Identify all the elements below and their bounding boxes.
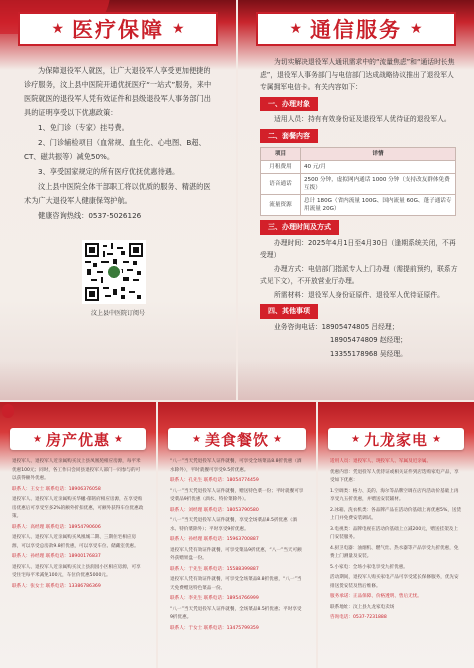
medical-item-1: 1、免门诊（专家）挂号费。 [38,123,129,132]
table-row: 语音通话 2500 分钟，虚拟网内通话 1000 分钟（支持改友群体免费互拨） [261,174,456,195]
medical-body [24,64,214,224]
food-title-banner [168,428,306,450]
food-offer: 退役军人凭有效证件就餐，可享受菜品9折优惠，“八一”当天可额外获赠果盘一份。 [170,547,302,561]
housing-contact: 联系人：王女士 联系电话：18906376058 [12,486,101,492]
section-heading: 四、其他事项 [260,304,318,319]
appliance-item: 1.空调类：格力、美的、海尔等品牌空调在店内活动价基础上再享受九五折优惠，并赠送安装辅材。 [330,488,459,502]
telecom-contact: 13355178968 吴经理。 [330,349,407,358]
section-heading: 二、套餐内容 [260,129,318,144]
appliance-note: 活动期间，退役军人购买家电产品可享受延长保修服务，优先安排送货安装及售后维修。 [330,575,459,589]
medical-title-banner [18,12,218,46]
appliance-title-banner [328,428,464,450]
appliance-promise: 服务承诺：正品保障、价格透明、售后无忧。 [330,594,422,599]
section-heading: 一、办理对象 [260,97,318,112]
appliance-item: 4.厨卫电器：油烟机、燃气灶、热水器等产品享受九折优惠，免费上门测量及安装。 [330,545,459,559]
telecom-intro: 为切实解决退役军人通讯需求中的“流量焦虑”和“通话时长焦虑”，退役军人事务部门与电信部门达成战略协议推出了退役军人专属拥军电信卡。有关内容如下： [260,58,455,91]
appliance-item: 5.小家电：全场小家电享受九折优惠。 [330,564,408,570]
housing-title: 房产优惠 [45,430,110,449]
medical-title: 医疗保障 [72,18,164,42]
food-contact: 联系人：刘经理 联系电话：18053790580 [170,507,259,513]
medical-panel [0,0,236,400]
housing-contact: 联系人：孙经理 联系电话：18900176837 [12,554,101,559]
food-offer: “八一”当天凭退役军人证件就餐，赠送特色菜一份；平时就餐可享受菜品9折优惠（酒水、特价菜除外）。 [170,488,304,502]
star-icon: ★ [51,21,64,37]
food-contact: 联系人：于先生 联系电话：15588399887 [170,566,259,572]
food-offer: 退役军人凭有效证件就餐，可享受全场菜品8.8折优惠，“八一”当天免费赠送特色菜品一份。 [170,577,302,591]
food-contact: 联系人：孔先生 联系电话：18054774459 [170,478,259,483]
food-offer: “八一”当天凭退役军人证件就餐，可享受全场菜品8.8折优惠（酒水除外），平时就餐可享受9.5折优惠。 [170,459,302,473]
star-icon: ★ [33,433,42,445]
telecom-panel [238,0,474,400]
food-contact: 联系人：李先生 联系电话：18954766999 [170,596,259,601]
lantern-decoration [2,404,14,418]
medical-item-3: 3、享受国家规定的所有医疗优抚优惠待遇。 [38,167,180,176]
telecom-method: 办理方式：电信部门指派专人上门办理（需提前预约，联系方式见下文），不开放营业厅办理。 [260,264,458,285]
star-icon: ★ [273,433,282,445]
star-icon: ★ [410,21,423,37]
telecom-body [260,56,458,361]
housing-panel [0,402,156,668]
telecom-contact: 业务咨询电话：18905474805 吕经理； [274,322,399,331]
medical-paragraph: 汶上县中医院全体干部职工将以优质的服务、精湛的医术为广大退役军人健康保驾护航。 [24,182,211,205]
food-offer: “八一”当天凭退役军人证件就餐，享受全场菜品8.5折优惠（酒水、特价菜除外）；平时享受9折优惠。 [170,518,297,532]
appliance-intro: 优惠内容：凭退役军人优待证或相关证件到店选购家电产品，享受如下优惠： [330,469,459,483]
star-icon: ★ [289,21,302,37]
telecom-materials: 所需材料：退役军人身份证原件、退役军人优待证原件。 [274,290,444,299]
food-title: 美食餐饮 [204,430,269,449]
housing-offer: 退役军人、退役军人近亲属购买汶上县凤凰苑相应房源，每平米优惠100元；同时，各工作日会同县退役军人部门一同参与的可以获得额外优惠。 [12,459,141,481]
star-icon: ★ [192,433,201,445]
food-contact: 联系人：于女士 联系电话：13475799359 [170,625,259,631]
landscape-decoration [0,360,236,400]
medical-paragraph: 为保障退役军人就医，让广大退役军人享受更加便捷的诊疗服务，汶上县中医院开通优抚医疗“一站式”服务，来中医院就医的退役军人凭有效证件和县级退役军人事务部门出具的证明享受以下优惠政策： [24,66,212,117]
telecom-eligibility: 适用人员：持有有效身份证及退役军人优待证的退役军人。 [274,115,451,123]
table-header: 详情 [301,148,456,161]
telecom-time: 办理时间：2025年4月1日至4月30日（逢期系统关闭，不再受理） [260,238,456,259]
package-table [260,147,456,216]
appliance-title: 九龙家电 [363,430,428,449]
star-icon: ★ [432,433,441,445]
housing-body [12,458,144,593]
appliance-eligibility: 适用人员：退役军人、现役军人、军属及近亲属。 [330,459,432,464]
appliance-body [330,458,462,625]
telecom-title-banner [256,12,456,46]
medical-hotline: 健康咨询热线：0537-5026126 [38,211,142,220]
telecom-title: 通信服务 [310,18,402,42]
table-header: 项目 [261,148,301,161]
food-body [170,458,304,635]
medical-item-2: 2、门诊辅检项目（血常规、血生化、心电图、B超、CT、磁共振等）减免50%。 [24,138,206,161]
housing-offer: 退役军人、退役军人近亲属购买华樾·郁铭府相应房源，在享受购房优惠后可享受至多2%的额外折扣优惠，可额外获得车位优惠政策。 [12,497,144,519]
appliance-item: 3.电视类：品牌电视在活动价基础上立减200元，赠送挂架及上门安装服务。 [330,526,458,540]
table-row: 流量资源 总计 180G（省内流量 100G、国内流量 60G、蓬子通话专用流量 20G） [261,195,456,216]
landscape-decoration [238,360,474,400]
star-icon: ★ [172,21,185,37]
appliance-panel [318,402,474,668]
qr-code [82,240,146,304]
food-offer: “八一”当天凭退役军人证件就餐，全场菜品8.5折优惠；平时享受9折优惠。 [170,606,302,620]
housing-offer: 退役军人、退役军人近亲属购买凤凰城二期、三期住宅相应房源，可以享受总房款9.8折优惠，可以享受车位、储藏室优惠。 [12,535,139,549]
food-contact: 联系人：孙经理 联系电话：15963700887 [170,537,259,542]
appliance-address: 联系地址：汶上县九龙家电卖场 [330,604,395,610]
section-heading: 三、办理时间及方式 [260,220,339,235]
housing-offer: 退役军人、退役军人近亲属购买汶上县润园小区相应房源，可享受住宅每平米减免100元，车位价优惠5000元。 [12,564,141,578]
telecom-contact: 18905474809 赵经理； [330,336,407,344]
table-row: 月租费用 40 元/月 [261,161,456,174]
star-icon: ★ [351,433,360,445]
qr-caption: 汶上县中医院订阅号 [90,310,145,317]
star-icon: ★ [114,433,123,445]
housing-contact: 联系人：高经理 联系电话：18954790606 [12,524,101,530]
housing-title-banner [10,428,146,450]
appliance-phone: 咨询电话：0537-7231888 [330,615,387,620]
food-panel [158,402,316,668]
housing-contact: 联系人：张女士 联系电话：13386786369 [12,583,101,589]
appliance-item: 2.冰箱、洗衣机类：各品牌产品在活动价基础上再优惠5%，送货上门并免费安装调试。 [330,507,462,521]
